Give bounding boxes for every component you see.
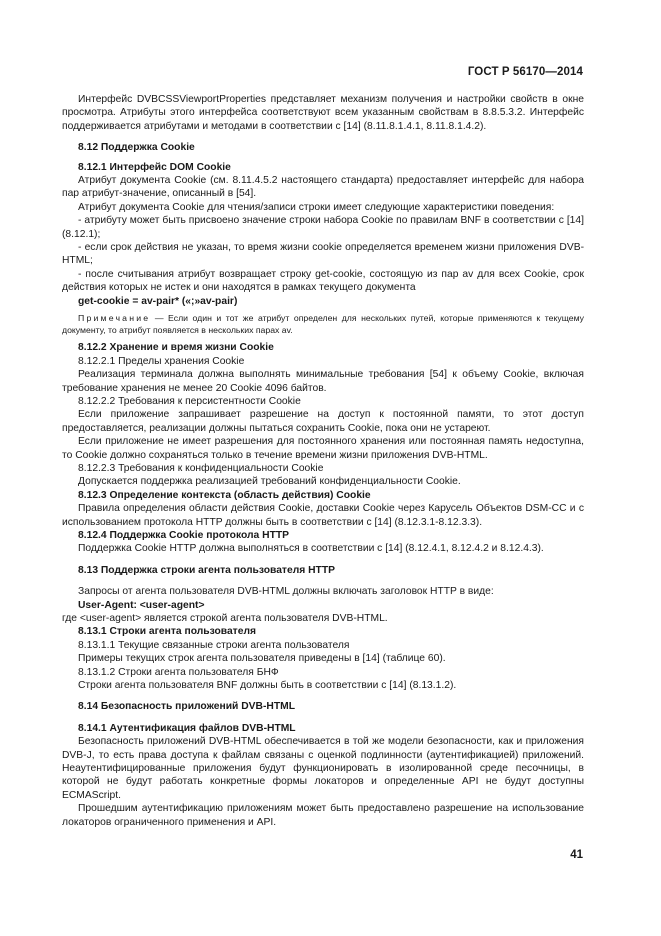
document-body (62, 93, 584, 829)
paragraph: Если приложение запрашивает разрешение на доступ к постоянной памяти, то этот доступ предоставляется, реализации должны пытаться сохранить Cookie, пока они не устареют. (62, 409, 584, 434)
paragraph: Атрибут документа Cookie (см. 8.11.4.5.2 настоящего стандарта) предоставляет интерфейс для набора пар атрибут-значение, описанный в [54]. (62, 175, 584, 200)
page-number: 41 (570, 849, 583, 861)
paragraph: Поддержка Cookie HTTP должна выполняться в соответствии с [14] (8.12.4.1, 8.12.4.2 и 8.12.4.3). (78, 543, 544, 555)
section-heading-8-12-4: 8.12.4 Поддержка Cookie протокола HTTP (78, 529, 290, 541)
section-heading-8-13: 8.13 Поддержка строки агента пользователя HTTP (78, 564, 335, 576)
paragraph: Безопасность приложений DVB-HTML обеспечивается в той же модели безопасности, как и приложения DVB-J, то есть права доступа к файлам связаны с оценкой подлинности (аутентификацией) приложений. Неаутентифицированные приложения будут функционировать в изолированной среде песочницы, в которой не будут работать конкретные формы локаторов и определенные API не будут доступны ECMAScript. (62, 736, 584, 801)
paragraph: Строки агента пользователя BNF должны быть в соответствии с [14] (8.13.1.2). (78, 680, 457, 692)
paragraph: где <user-agent> является строкой агента пользователя DVB-HTML. (62, 613, 388, 624)
section-heading-8-14-1: 8.14.1 Аутентификация файлов DVB-HTML (78, 722, 296, 734)
note (62, 313, 584, 336)
formula: get-cookie = av-pair* («;»av-pair) (78, 295, 238, 307)
note-text: — Если один и тот же атрибут определен для нескольких путей, которые применяются к текущему документу, то атрибут появляется в нескольких парах av. (62, 313, 584, 335)
section-heading-8-13-1: 8.13.1 Строки агента пользователя (78, 626, 256, 638)
paragraph: Допускается поддержка реализацией требований конфиденциальности Cookie. (78, 476, 461, 488)
code-line: User-Agent: <user-agent> (78, 599, 205, 611)
paragraph: Атрибут документа Cookie для чтения/записи строки имеет следующие характеристики поведения: (78, 201, 555, 213)
subsection-heading: 8.13.1.2 Строки агента пользователя БНФ (78, 666, 279, 678)
paragraph: Интерфейс DVBCSSViewportProperties представляет механизм получения и настройки свойств в окне просмотра. Атрибуты этого интерфейса соответствуют всем указанным свойствам в 8.8.5.3.2. Интерфейс поддерживается атрибутами и методами в соответствии с [14] (8.11.8.1.4.1, 8.11.8.1.4.2). (62, 94, 584, 132)
subsection-heading: 8.13.1.1 Текущие связанные строки агента пользователя (78, 639, 350, 651)
paragraph: Примеры текущих строк агента пользователя приведены в [14] (таблице 60). (78, 653, 446, 665)
section-heading-8-14: 8.14 Безопасность приложений DVB-HTML (78, 701, 295, 713)
section-heading-8-12: 8.12 Поддержка Cookie (78, 142, 195, 154)
standard-header: ГОСТ Р 56170—2014 (467, 66, 583, 78)
subsection-heading: 8.12.2.3 Требования к конфиденциальности Cookie (78, 462, 324, 474)
section-heading-8-12-3: 8.12.3 Определение контекста (область действия) Cookie (78, 489, 371, 501)
subsection-heading: 8.12.2.1 Пределы хранения Cookie (78, 355, 245, 367)
paragraph: Прошедшим аутентификацию приложениям может быть предоставлено разрешение на использование локаторов ограниченного применения и API. (62, 803, 584, 828)
section-heading-8-12-2: 8.12.2 Хранение и время жизни Cookie (78, 342, 274, 354)
paragraph: Правила определения области действия Cookie, доставки Cookie через Карусель Объектов DSM-CC и с использованием протокола HTTP должны быть в соответствии с [14] (8.12.3.1-8.12.3.3). (62, 503, 584, 528)
section-heading-8-12-1: 8.12.1 Интерфейс DOM Cookie (78, 161, 231, 173)
note-label: Примечание (78, 313, 151, 324)
list-item: - после считывания атрибут возвращает строку get-cookie, состоящую из пар av для всех Cookie, срок действия которых не истек и они находятся в рамках текущего документа (62, 268, 584, 294)
paragraph: Если приложение не имеет разрешения для постоянного хранения или постоянная память недоступна, то Cookie должно сохраняться только в течение времени жизни приложения DVB-HTML. (62, 436, 584, 461)
list-item: - атрибуту может быть присвоено значение строки набора Cookie по правилам BNF в соответствии с [14] (8.12.1); (62, 215, 584, 240)
subsection-heading: 8.12.2.2 Требования к персистентности Cookie (78, 395, 301, 407)
list-item: - если срок действия не указан, то время жизни cookie определяется временем жизни приложения DVB-HTML; (62, 242, 584, 267)
paragraph: Запросы от агента пользователя DVB-HTML должны включать заголовок HTTP в виде: (78, 586, 494, 598)
paragraph: Реализация терминала должна выполнять минимальные требования [54] к объему Cookie, включая требование хранения не менее 20 Cookie 4096 байтов. (62, 369, 584, 394)
